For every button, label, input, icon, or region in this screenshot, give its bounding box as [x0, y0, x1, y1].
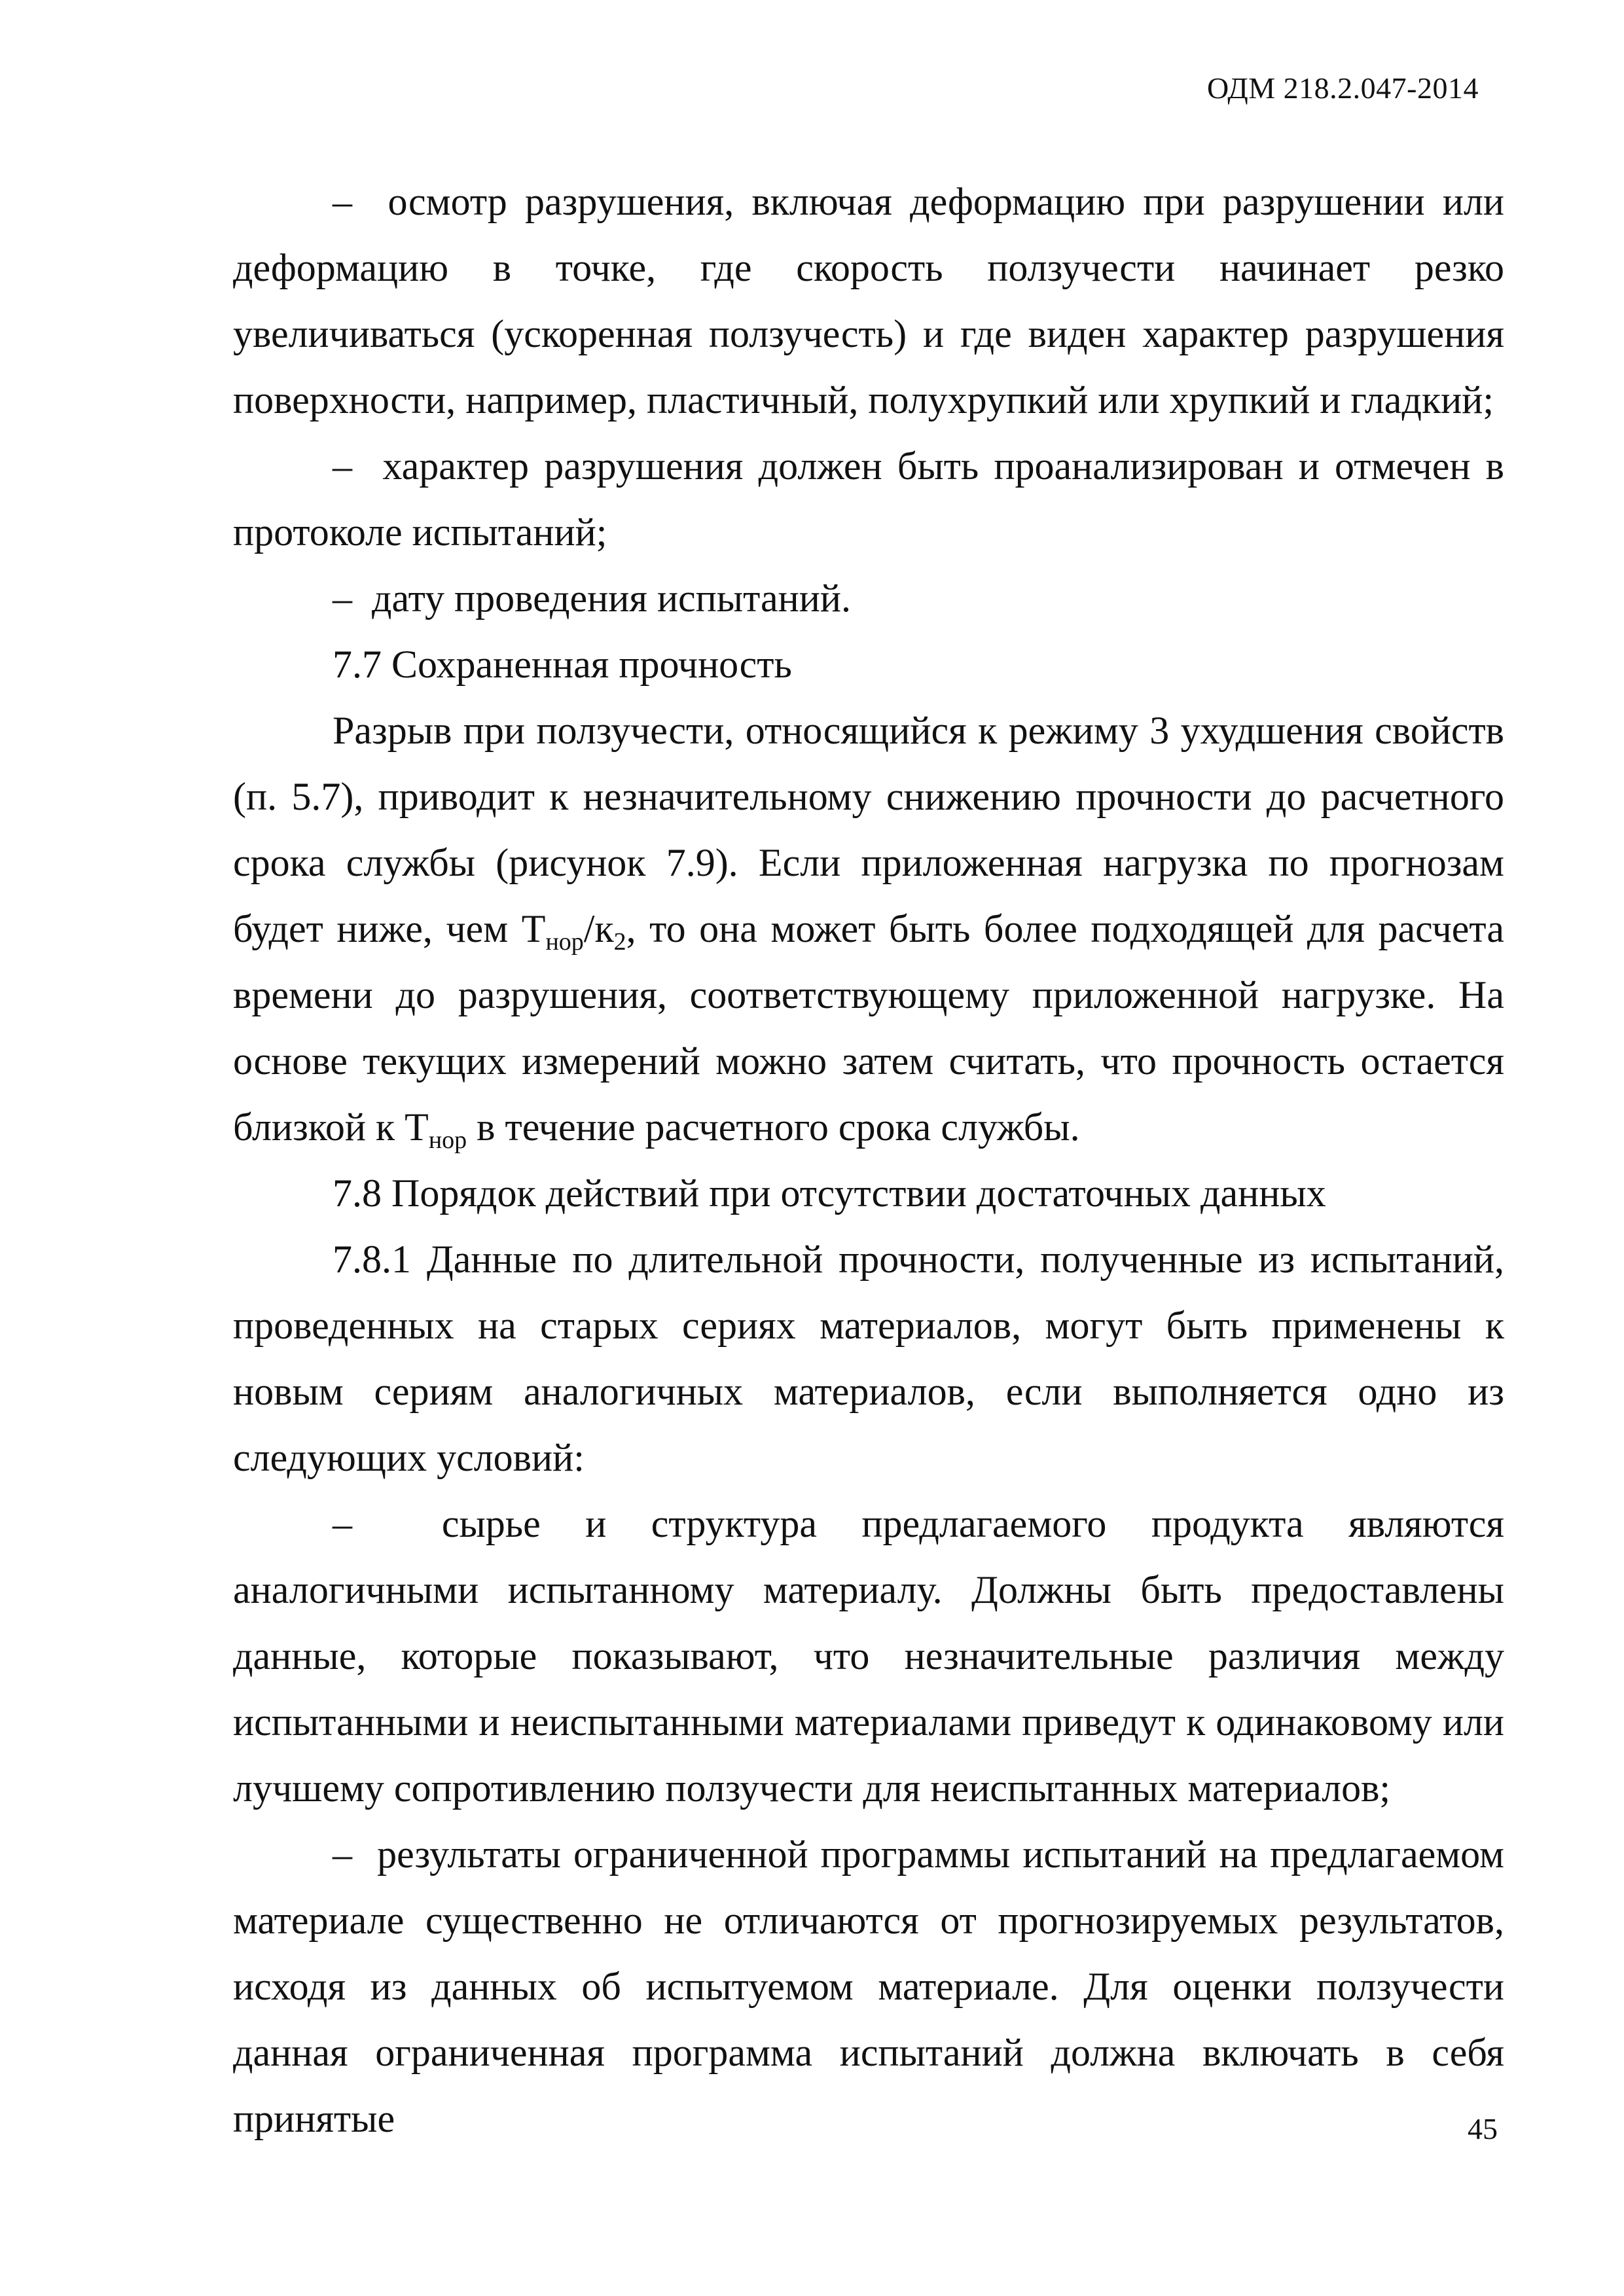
text-run: Разрыв при ползучести, относящийся к режиму 3 ухудшения свойств (п. 5.7), приводит к незначительному снижению прочности до расчетного срока службы (рисунок 7.9). Если приложенная нагрузка по прогнозам будет ниже, чем Т: [233, 709, 1504, 950]
text-run: в течение расчетного срока службы.: [467, 1105, 1080, 1149]
paragraph-7-7: [233, 698, 1504, 1160]
subscript: нор: [428, 1126, 467, 1154]
page-number: 45: [1468, 2112, 1498, 2145]
document-code: ОДМ 218.2.047-2014: [1206, 71, 1479, 105]
text-run: , то она может быть более подходящей для расчета времени до разрушения, соответствующему приложенной нагрузке. На основе текущих измерений можно затем считать, что прочность остается близкой к Т: [233, 907, 1504, 1149]
list-item: – дату проведения испытаний.: [233, 565, 1504, 632]
list-item: – результаты ограниченной программы испытаний на предлагаемом материале существенно не отличаются от прогнозируемых результатов, исходя из данных об испытуемом материале. Для оценки ползучести данная ограниченная программа испытаний должна включать в себя принятые: [233, 1821, 1504, 2152]
list-item: – сырье и структура предлагаемого продукта являются аналогичными испытанному материалу. Должны быть предоставлены данные, которые показывают, что незначительные различия между испытанными и неиспытанными материалами приведут к одинаковому или лучшему сопротивлению ползучести для неиспытанных материалов;: [233, 1491, 1504, 1821]
paragraph-7-8-1: 7.8.1 Данные по длительной прочности, полученные из испытаний, проведенных на старых сериях материалов, могут быть применены к новым сериям аналогичных материалов, если выполняется одно из следующих условий:: [233, 1238, 1504, 1479]
section-heading: 7.7 Сохраненная прочность: [333, 643, 792, 686]
list-item: – осмотр разрушения, включая деформацию при разрушении или деформацию в точке, где скорость ползучести начинает резко увеличиваться (ускоренная ползучесть) и где виден характер разрушения поверхности, например, пластичный, полухрупкий или хрупкий и гладкий;: [233, 169, 1504, 433]
section-heading: 7.8 Порядок действий при отсутствии достаточных данных: [333, 1172, 1326, 1215]
page-body: [233, 169, 1504, 2152]
subscript: нор: [545, 928, 584, 956]
subscript: 2: [613, 928, 626, 956]
text-run: /к: [583, 907, 614, 950]
list-item: – характер разрушения должен быть проанализирован и отмечен в протоколе испытаний;: [233, 433, 1504, 565]
